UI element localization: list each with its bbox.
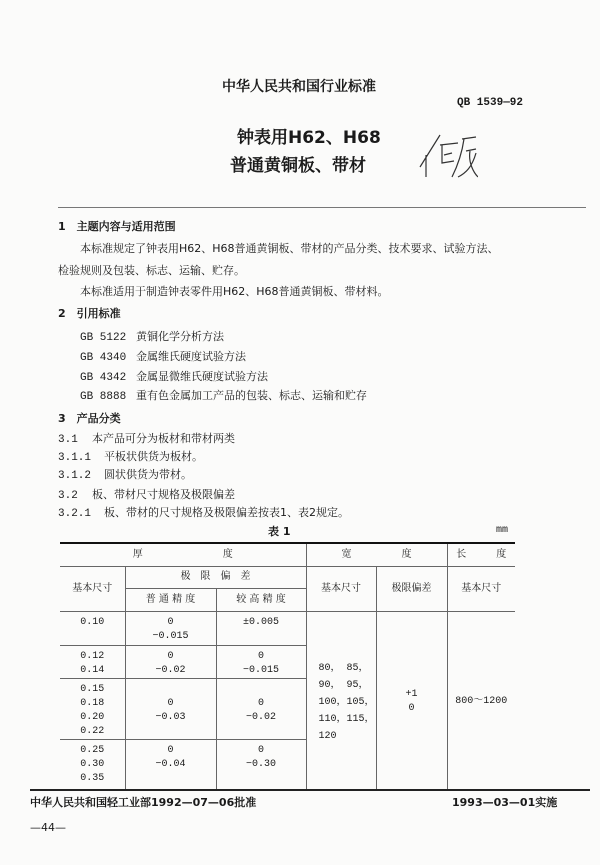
cell-length: 800～1200	[447, 611, 515, 789]
effective-date: 1993—03—01实施	[452, 796, 558, 809]
approval-info: 中华人民共和国轻工业部1992—07—06批准	[30, 796, 257, 809]
cell-normal: 0 −0.02	[125, 645, 216, 678]
header-width-tolerance: 极限偏差	[376, 566, 447, 611]
cell-high: 0 −0.02	[216, 678, 306, 739]
reference-item: GB 4340 金属维氏硬度试验方法	[80, 350, 246, 364]
paragraph: 本标准适用于制造钟表零件用H62、H68普通黄铜板、带材料。	[80, 285, 389, 298]
cell-size: 0.10	[60, 611, 125, 645]
table-row	[60, 611, 515, 645]
cell-width-tolerance: +1 0	[376, 611, 447, 789]
cell-high: 0 −0.30	[216, 739, 306, 789]
header-width: 宽 度	[306, 543, 447, 566]
header-normal-precision: 普 通 精 度	[125, 588, 216, 611]
header-length: 长 度	[447, 543, 515, 566]
cell-normal: 0 −0.03	[125, 678, 216, 739]
title-line-1: 钟表用H62、H68	[237, 128, 381, 148]
reference-item: GB 5122 黄铜化学分析方法	[80, 330, 224, 344]
clause: 3.1.1 平板状供货为板材。	[58, 450, 203, 464]
clause: 3.1.2 圆状供货为带材。	[58, 468, 192, 482]
table-unit: mm	[496, 525, 509, 536]
title-line-2: 普通黄铜板、带材	[230, 156, 366, 176]
handwritten-void-mark	[418, 133, 478, 179]
header-tolerance: 极 限 偏 差	[125, 566, 306, 588]
section-3-heading: 3 产品分类	[58, 412, 121, 425]
cell-normal: 0 −0.015	[125, 611, 216, 645]
cell-width-values: 80， 85， 90， 95， 100，105， 110，115， 120	[306, 611, 376, 789]
paragraph: 检验规则及包装、标志、运输、贮存。	[58, 264, 245, 277]
header-divider	[58, 207, 586, 208]
cell-high: 0 −0.015	[216, 645, 306, 678]
header-width-basic: 基本尺寸	[306, 566, 376, 611]
section-2-heading: 2 引用标准	[58, 307, 121, 320]
reference-item: GB 8888 重有色金属加工产品的包装、标志、运输和贮存	[80, 389, 367, 403]
cell-size: 0.25 0.30 0.35	[60, 739, 125, 789]
clause: 3.2 板、带材尺寸规格及极限偏差	[58, 488, 235, 502]
header-thickness: 厚 度	[60, 543, 306, 566]
standard-code: QB 1539—92	[457, 97, 524, 109]
cell-normal: 0 −0.04	[125, 739, 216, 789]
cell-size: 0.12 0.14	[60, 645, 125, 678]
header-length-basic: 基本尺寸	[447, 566, 515, 611]
table-caption: 表 1	[268, 525, 291, 538]
footer-divider	[30, 789, 590, 791]
header-high-precision: 较 高 精 度	[216, 588, 306, 611]
cell-size: 0.15 0.18 0.20 0.22	[60, 678, 125, 739]
reference-item: GB 4342 金属显微维氏硬度试验方法	[80, 370, 268, 384]
header-basic-size: 基本尺寸	[60, 566, 125, 611]
section-1-heading: 1 主题内容与适用范围	[58, 220, 176, 233]
paragraph: 本标准规定了钟表用H62、H68普通黄铜板、带材的产品分类、技术要求、试验方法、	[80, 242, 499, 255]
clause: 3.2.1 板、带材的尺寸规格及极限偏差按表1、表2规定。	[58, 506, 349, 520]
clause: 3.1 本产品可分为板材和带材两类	[58, 432, 235, 446]
page-number: —44—	[30, 821, 66, 834]
dimension-table	[60, 542, 515, 790]
issuing-category: 中华人民共和国行业标准	[222, 79, 376, 95]
cell-high: ±0.005	[216, 611, 306, 645]
